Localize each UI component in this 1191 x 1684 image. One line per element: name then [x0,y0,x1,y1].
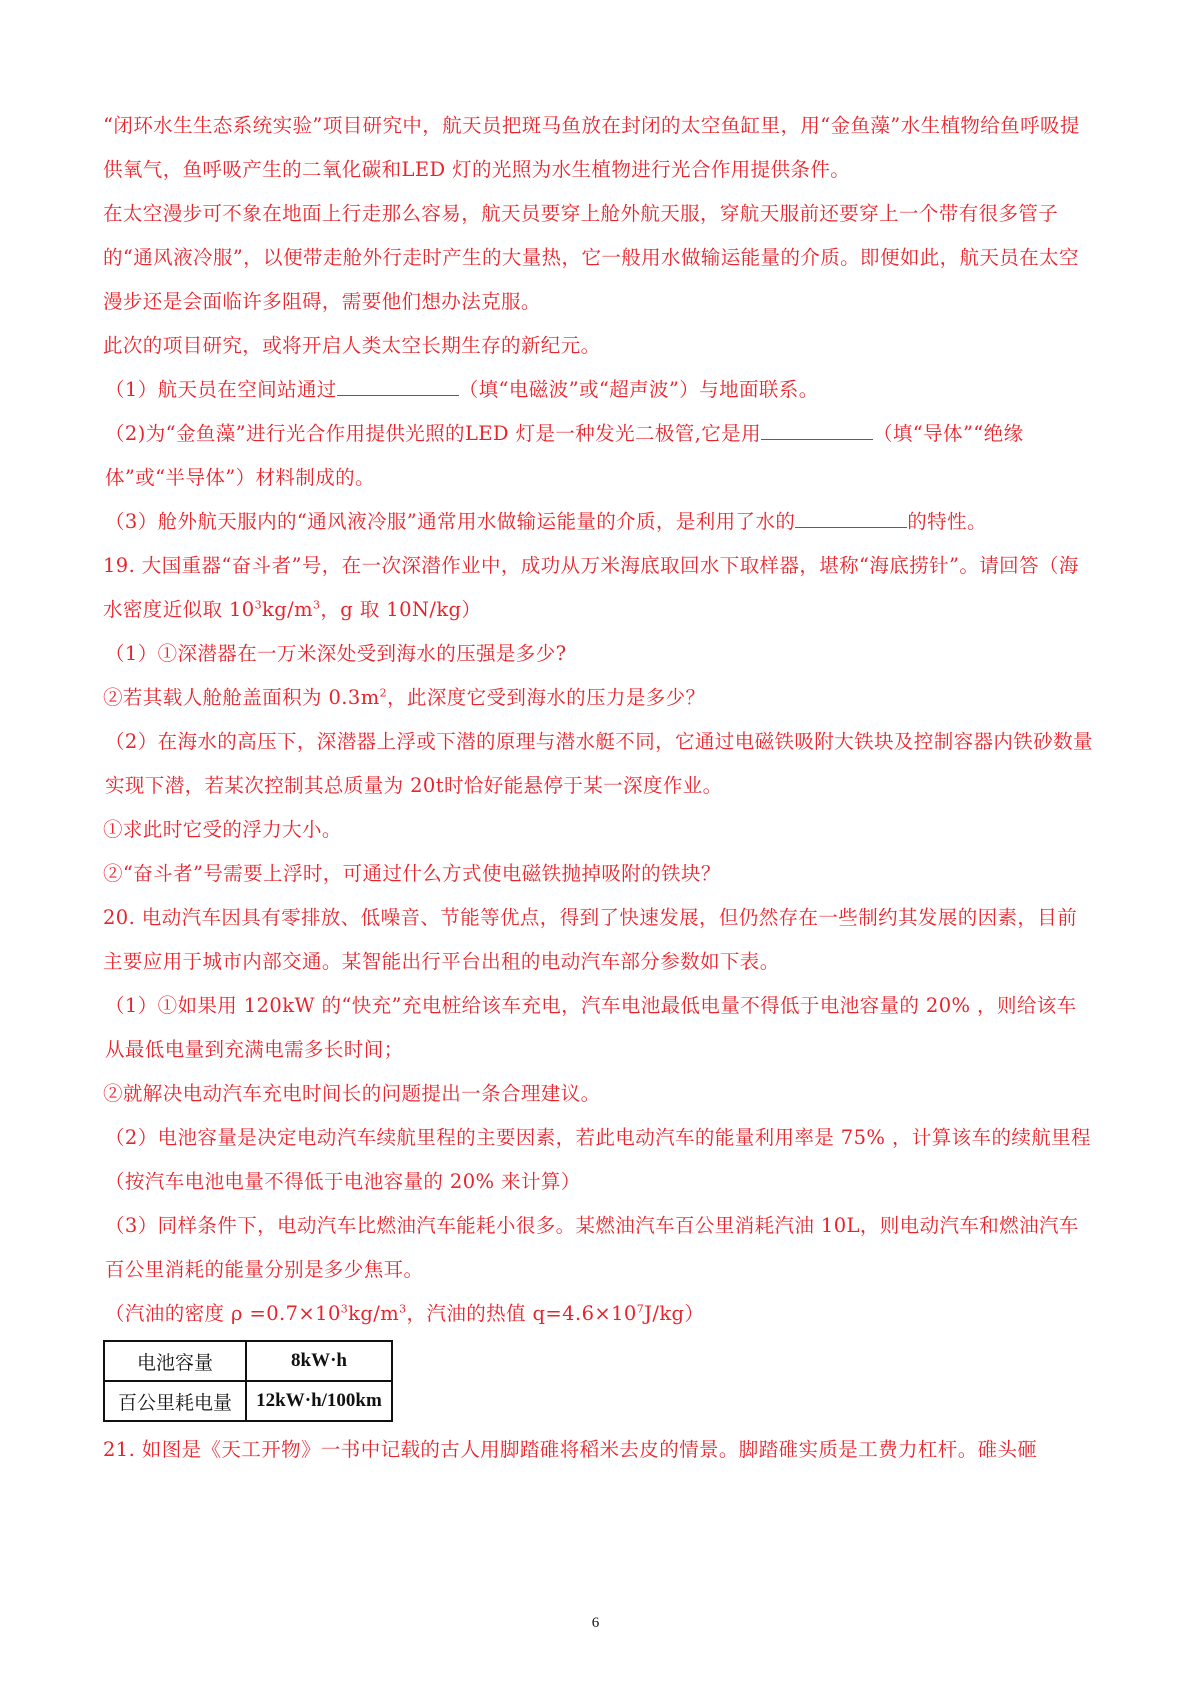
question-18-1 [103,368,1093,412]
answer-blank-2[interactable] [761,419,873,440]
q19-2-sup: 2 [379,686,388,700]
question-20-3: （3）同样条件下，电动汽车比燃油汽车能耗小很多。某燃油汽车百公里消耗汽油 10L，则电动汽车和燃油汽车百公里消耗的能量分别是多少焦耳。 [105,1214,1079,1281]
intro-paragraph-2: 在太空漫步可不象在地面上行走那么容易，航天员要穿上舱外航天服，穿航天服前还要穿上一个带有很多管子的“通风液冷服”，以便带走舱外行走时产生的大量热，它一般用水做输运能量的介质。即便如此，航天员在太空漫步还是会面临许多阻碍，需要他们想办法克服。 [103,202,1079,313]
question-18-3-text-a: （3）舱外航天服内的“通风液冷服”通常用水做输运能量的介质，是利用了水的 [105,510,796,533]
intro-paragraph-1: “闭环水生生态系统实验”项目研究中，航天员把斑马鱼放在封闭的太空鱼缸里，用“金鱼藻”水生植物给鱼呼吸提供氧气，鱼呼吸产生的二氧化碳和LED 灯的光照为水生植物进行光合作用提供条件。 [103,114,1080,181]
intro-paragraph-3: 此次的项目研究，或将开启人类太空长期生存的新纪元。 [103,334,601,357]
question-18-1-text-a: （1）航天员在空间站通过 [105,378,337,401]
q19-sup-1: 3 [254,598,263,612]
consumption-value: 12kW·h/100km [246,1381,392,1421]
question-19-1: （1）①深潜器在一万米深处受到海水的压强是多少? [105,642,567,665]
consumption-label: 百公里耗电量 [104,1381,246,1421]
q20-const-sup-1: 3 [340,1302,349,1316]
page-content [103,104,1093,1472]
answer-blank-1[interactable] [337,375,459,396]
question-19-2: （2）在海水的高压下，深潜器上浮或下潜的原理与潜水艇不同，它通过电磁铁吸附大铁块及控制容器内铁砂数量实现下潜，若某次控制其总质量为 20t时恰好能悬停于某一深度作业。 [105,730,1093,797]
question-18-2-text-b: （填“导体”“绝缘体”或“半导体”）材料制成的。 [105,422,1024,489]
q19-text-c: ，g 取 10N/kg） [320,598,482,621]
question-20-stem: 20. 电动汽车因具有零排放、低噪音、节能等优点，得到了快速发展，但仍然存在一些制约其发展的因素，目前主要应用于城市内部交通。某智能出行平台出租的电动汽车部分参数如下表。 [103,906,1078,973]
page-number: 6 [591,1615,600,1631]
q19-2-text-a: ②若其载人舱舱盖面积为 0.3m [103,686,380,709]
q20-const-a: （汽油的密度 ρ =0.7×10 [105,1302,341,1325]
question-18-3-text-b: 的特性。 [907,510,987,533]
battery-capacity-label: 电池容量 [104,1341,246,1381]
q20-const-sup-3: 7 [636,1302,645,1316]
battery-capacity-value: 8kW·h [246,1341,392,1381]
question-18-3 [103,500,1093,544]
table-row [104,1381,392,1421]
question-19-2-1: ①求此时它受的浮力大小。 [103,818,342,841]
q19-2-text-b: ，此深度它受到海水的压力是多少？ [387,686,706,709]
question-20-1: （1）①如果用 120kW 的“快充”充电桩给该车充电，汽车电池最低电量不得低于电池容量的 20% ，则给该车从最低电量到充满电需多长时间； [105,994,1077,1061]
question-18-1-text-b: （填“电磁波”或“超声波”）与地面联系。 [458,378,819,401]
question-19-1-2 [103,676,1093,720]
answer-blank-3[interactable] [795,507,907,528]
question-20-1-2: ②就解决电动汽车充电时间长的问题提出一条合理建议。 [103,1082,601,1105]
q19-text-a: 19. 大国重器“奋斗者”号，在一次深潜作业中，成功从万米海底取回水下取样器，堪称“海底捞针”。请回答（海水密度近似取 10 [103,554,1079,621]
question-20-constants [103,1292,1093,1336]
question-20-2: （2）电池容量是决定电动汽车续航里程的主要因素，若此电动汽车的能量利用率是 75% ，计算该车的续航里程（按汽车电池电量不得低于电池容量的 20% 来计算） [105,1126,1091,1193]
question-19-2-2: ②“奋斗者”号需要上浮时，可通过什么方式使电磁铁抛掉吸附的铁块？ [103,862,721,885]
q20-const-d: J/kg） [644,1302,705,1325]
question-18-2 [103,412,1093,500]
question-21-stem: 21. 如图是《天工开物》一书中记载的古人用脚踏碓将稻米去皮的情景。脚踏碓实质是工费力杠杆。碓头砸 [103,1438,1038,1461]
q20-const-b: kg/m [348,1302,400,1325]
table-row [104,1341,392,1381]
q19-text-b: kg/m [262,598,313,621]
q20-const-c: ，汽油的热值 q=4.6×10 [406,1302,637,1325]
q20-const-sup-2: 3 [399,1302,407,1316]
question-19-stem [103,544,1093,632]
question-18-2-text-a: （2)为“金鱼藻”进行光合作用提供光照的LED 灯是一种发光二极管,它是用 [105,422,761,445]
q19-sup-2: 3 [313,598,321,612]
ev-spec-table [103,1340,393,1422]
